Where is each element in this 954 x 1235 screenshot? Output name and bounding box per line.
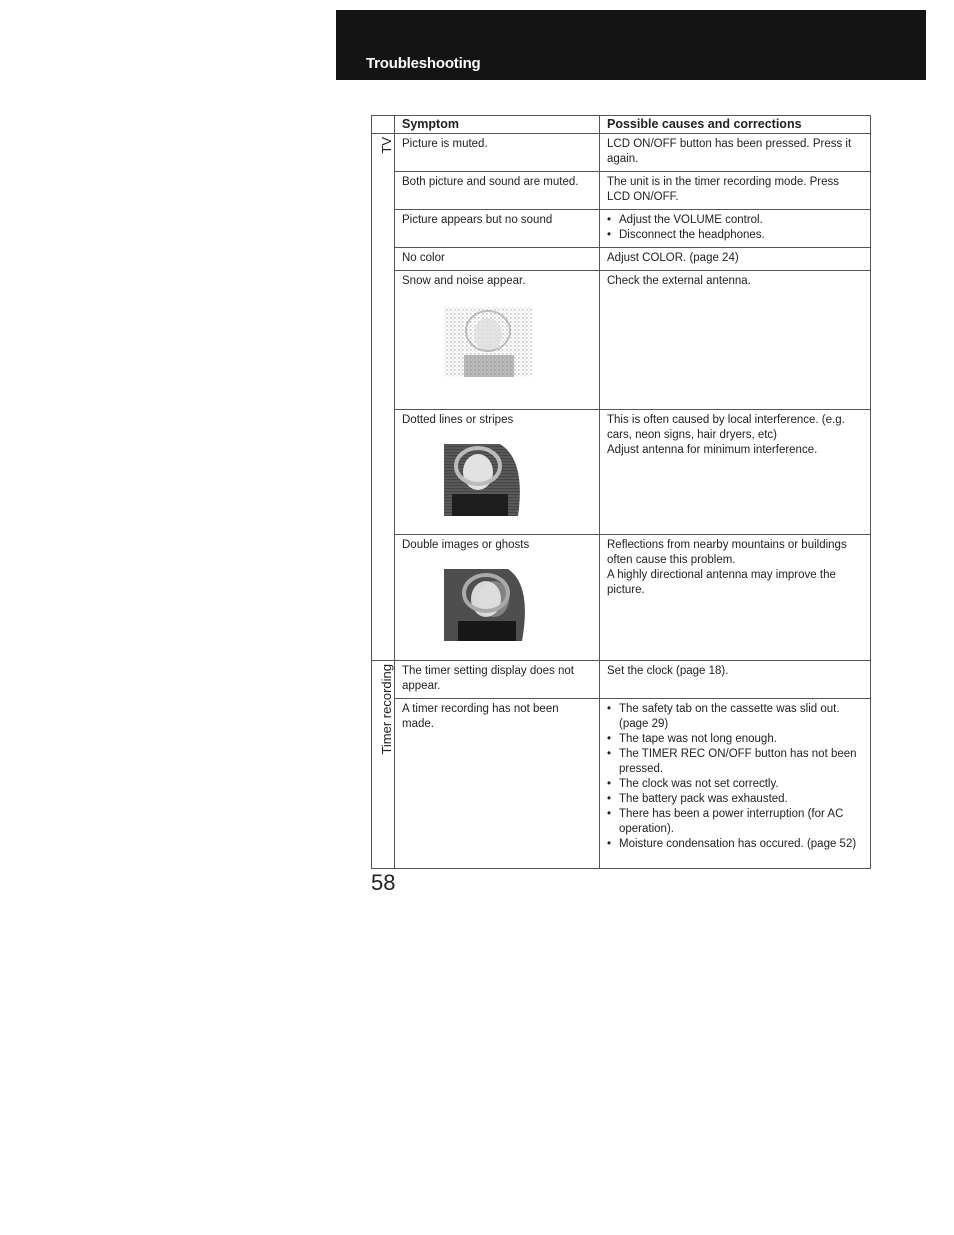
causes-header: Possible causes and corrections [600,116,871,134]
page-title: Troubleshooting [366,55,481,72]
cause-cell: The unit is in the timer recording mode. Press LCD ON/OFF. [600,172,871,210]
list-item: • The safety tab on the cassette was slid out. (page 29) [607,702,863,732]
table-header-row [372,116,871,134]
symptom-cell [395,271,600,410]
header-spacer [372,116,395,134]
symptom-text: Snow and noise appear. [402,275,526,287]
list-item: • The tape was not long enough. [607,732,863,747]
symptom-cell: Picture appears but no sound [395,210,600,248]
cause-cell: Adjust COLOR. (page 24) [600,248,871,271]
symptom-cell: No color [395,248,600,271]
section-tv [372,134,395,661]
symptom-text: Double images or ghosts [402,539,530,551]
bullet-list [607,702,863,852]
cause-cell [600,210,871,248]
symptom-cell: The timer setting display does not appear. [395,661,600,699]
list-item: • The clock was not set correctly. [607,777,863,792]
list-item: • The TIMER REC ON/OFF button has not been pressed. [607,747,863,777]
cause-cell: Set the clock (page 18). [600,661,871,699]
list-item: • Moisture condensation has occured. (page 52) [607,837,863,852]
troubleshooting-table [371,115,871,869]
cause-text: This is often caused by local interference. (e.g. cars, neon signs, hair dryers, etc) [607,414,845,441]
symptom-cell: Picture is muted. [395,134,600,172]
symptom-cell: A timer recording has not been made. [395,699,600,869]
symptom-cell: Both picture and sound are muted. [395,172,600,210]
cause-text: Reflections from nearby mountains or buildings often cause this problem. [607,539,847,566]
table-row [372,410,871,535]
symptom-header: Symptom [395,116,600,134]
table-row [372,699,871,869]
ghost-image [438,565,538,643]
section-timer-label: Timer recording [379,664,394,755]
section-timer-recording [372,661,395,869]
cause-cell: Check the external antenna. [600,271,871,410]
cause-text: Adjust antenna for minimum interference. [607,444,818,456]
symptom-cell [395,535,600,661]
table-row [372,210,871,248]
table-row [372,661,871,699]
table-row [372,271,871,410]
cause-cell [600,699,871,869]
page-number: 58 [371,870,396,895]
list-item: • There has been a power interruption (for AC operation). [607,807,863,837]
dotted-lines-image [438,440,538,518]
list-item: • The battery pack was exhausted. [607,792,863,807]
table-row [372,535,871,661]
table-row [372,248,871,271]
symptom-text: Dotted lines or stripes [402,414,514,426]
list-item: • Disconnect the headphones. [607,228,863,243]
bullet-list [607,213,863,243]
cause-cell: LCD ON/OFF button has been pressed. Press it again. [600,134,871,172]
table-row [372,172,871,210]
snow-noise-image [438,301,538,379]
cause-text: A highly directional antenna may improve the picture. [607,569,836,596]
symptom-cell [395,410,600,535]
table-row [372,134,871,172]
section-tv-label: TV [379,137,394,154]
cause-cell [600,410,871,535]
cause-cell [600,535,871,661]
list-item: • Adjust the VOLUME control. [607,213,863,228]
header-bar [336,10,926,80]
